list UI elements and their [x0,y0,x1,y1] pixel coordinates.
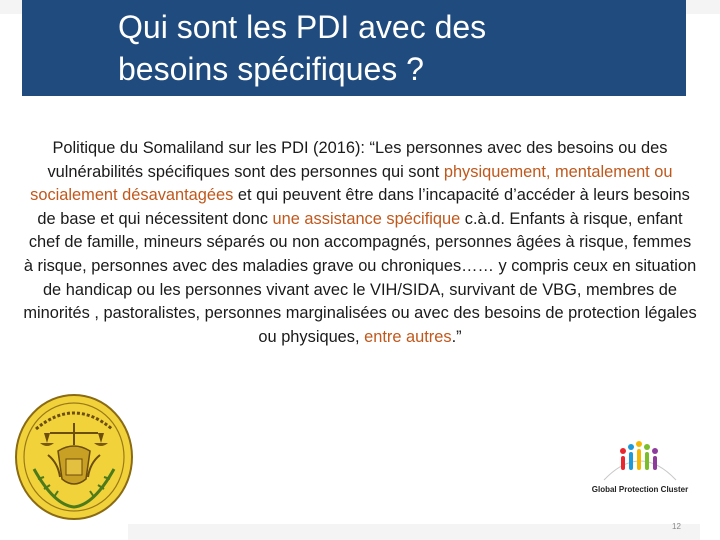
gpc-figures-icon [590,436,690,484]
body-text-3: c.à.d. Enfants à risque, enfant chef de famille, mineurs séparés ou non accompagnés, personnes âgées à risque, femmes à risque, personnes avec des maladies grave ou chroniques…… y compris ceux en situation de handicap ou les personnes vivant avec le VIH/SIDA, survivant de VBG, membres de minorités , pastoralistes, personnes marginalisées ou avec des besoins de protection légales ou physiques, [23,209,697,346]
highlight-desavantagees: physiquement, mentalement ou socialement désavantagées [30,162,673,205]
gpc-logo-text: Global Protection Cluster [591,485,689,494]
page-number: 12 [672,522,681,531]
somaliland-seal-icon [14,393,134,521]
slide-title [118,6,678,90]
body-text-4: .” [451,327,462,346]
highlight-assistance: une assistance spécifique [272,209,461,228]
slide-title-line-2: besoins spécifiques ? [118,51,424,87]
highlight-entre-autres: entre autres [364,327,452,346]
footer-strip [128,524,700,540]
global-protection-cluster-logo [590,436,690,504]
body-text-1: Politique du Somaliland sur les PDI (2016): “Les personnes avec des besoins ou des vulnérabilités spécifiques sont des personnes qui sont [47,139,668,181]
body-paragraph [22,137,698,349]
body-text-2: et qui peuvent être dans l’incapacité d’accéder à leurs besoins de base et qui nécessitent donc [37,186,690,228]
slide-title-line-1: Qui sont les PDI avec des [118,9,487,45]
